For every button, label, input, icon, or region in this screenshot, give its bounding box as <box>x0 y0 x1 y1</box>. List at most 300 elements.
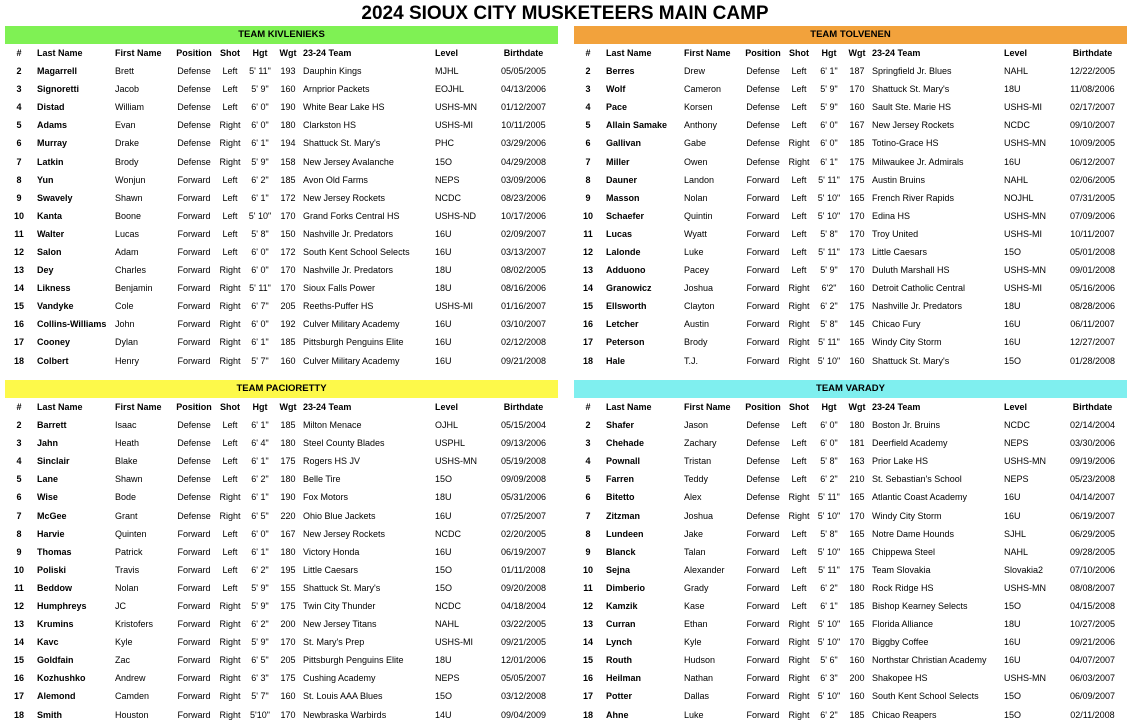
col-number: 3 <box>585 438 591 449</box>
player-row <box>574 561 1127 579</box>
col-last-name: Masson <box>606 192 640 203</box>
col-position: Forward <box>746 564 780 575</box>
col-last-name: Lundeen <box>606 528 644 539</box>
col-height: 6' 0" <box>251 120 269 131</box>
col-last-name: Bitetto <box>606 492 635 503</box>
col-team: New Jersey Avalanche <box>303 156 394 167</box>
col-height: 6' 2" <box>251 174 269 185</box>
col-number: 4 <box>16 456 22 467</box>
col-height: 6' 3" <box>820 673 838 684</box>
col-position: Forward <box>177 709 211 720</box>
col-weight-header: Wgt <box>279 48 297 58</box>
col-position-header: Position <box>745 402 781 412</box>
player-row <box>574 669 1127 687</box>
col-level: 15O <box>435 582 453 593</box>
col-shot: Left <box>791 66 807 77</box>
col-height-header: Hgt <box>252 402 268 412</box>
col-weight: 172 <box>280 192 296 203</box>
col-height: 6' 5" <box>251 655 269 666</box>
col-birthdate: 09/13/2006 <box>500 438 547 449</box>
col-position: Forward <box>746 546 780 557</box>
col-level: NEPS <box>435 673 460 684</box>
col-number: 2 <box>585 420 591 431</box>
col-first-name: Lucas <box>115 228 140 239</box>
col-team: Edina HS <box>872 210 911 221</box>
col-height: 5' 8" <box>820 319 838 330</box>
col-first-name: Kyle <box>115 637 133 648</box>
team-header: TEAM TOLVENEN <box>574 26 1127 44</box>
player-row <box>5 525 558 543</box>
player-row <box>574 416 1127 434</box>
col-position: Forward <box>746 600 780 611</box>
col-birthdate: 08/02/2005 <box>500 265 547 276</box>
col-first-name: Cole <box>115 301 134 312</box>
col-number: 5 <box>585 120 591 131</box>
col-birthdate: 06/03/2007 <box>1069 673 1116 684</box>
col-shot: Right <box>219 337 241 348</box>
col-weight: 170 <box>849 84 865 95</box>
col-birthdate-header: Birthdate <box>1072 402 1113 412</box>
col-last-name: Poliski <box>37 564 67 575</box>
col-birthdate: 03/09/2006 <box>500 174 547 185</box>
col-shot: Right <box>219 319 241 330</box>
col-first-name: Zachary <box>684 438 717 449</box>
col-weight-header: Wgt <box>848 402 866 412</box>
col-level: SJHL <box>1004 528 1027 539</box>
col-weight: 165 <box>849 546 865 557</box>
page-title: 2024 SIOUX CITY MUSKETEERS MAIN CAMP <box>361 3 769 24</box>
col-last-name: Routh <box>606 655 632 666</box>
col-first-name-header: First Name <box>115 48 162 58</box>
player-row <box>5 80 558 98</box>
team-varady <box>574 380 1127 724</box>
col-position: Forward <box>177 174 211 185</box>
col-weight-header: Wgt <box>279 402 297 412</box>
col-first-name: Blake <box>115 456 138 467</box>
player-row <box>5 669 558 687</box>
col-weight: 170 <box>849 210 865 221</box>
col-last-name: Thomas <box>37 546 72 557</box>
header-row <box>5 44 558 62</box>
col-level: USHS-MI <box>1004 228 1042 239</box>
col-first-name: T.J. <box>684 355 699 366</box>
col-height: 6' 0" <box>251 265 269 276</box>
col-level: 15O <box>435 474 453 485</box>
col-number: 9 <box>585 546 591 557</box>
col-height: 6'2" <box>821 283 837 294</box>
col-position: Forward <box>746 283 780 294</box>
col-level: 18U <box>435 655 452 666</box>
col-first-name: Cameron <box>684 84 722 95</box>
col-birthdate: 05/19/2008 <box>500 456 547 467</box>
col-position: Forward <box>177 265 211 276</box>
col-birthdate: 04/18/2004 <box>500 600 547 611</box>
col-number: 15 <box>582 655 593 666</box>
col-birthdate: 02/20/2005 <box>500 528 547 539</box>
col-number: 18 <box>13 709 24 720</box>
team-header: TEAM PACIORETTY <box>5 380 558 398</box>
col-first-name: William <box>115 102 144 113</box>
col-number: 18 <box>582 709 593 720</box>
col-weight: 165 <box>849 492 865 503</box>
col-height: 5' 10" <box>248 210 272 221</box>
col-birthdate: 07/10/2006 <box>1069 564 1116 575</box>
col-last-name: Collins-Williams <box>37 319 107 330</box>
col-last-name: Adams <box>37 120 68 131</box>
col-number: 4 <box>585 102 591 113</box>
player-row <box>5 152 558 170</box>
player-row <box>5 561 558 579</box>
col-team: Team Slovakia <box>872 564 931 575</box>
col-level: USHS-MN <box>435 102 477 113</box>
col-number: 15 <box>13 301 24 312</box>
col-last-name: Jahn <box>37 438 59 449</box>
col-weight: 170 <box>849 228 865 239</box>
col-level: NAHL <box>1004 546 1029 557</box>
col-weight: 170 <box>849 510 865 521</box>
col-position: Forward <box>746 301 780 312</box>
col-height: 5' 10" <box>817 619 841 630</box>
col-position: Forward <box>177 546 211 557</box>
col-shot: Right <box>788 283 810 294</box>
header-row <box>574 398 1127 416</box>
col-last-name: Krumins <box>37 619 74 630</box>
col-team: Florida Alliance <box>872 619 934 630</box>
col-weight: 190 <box>280 102 296 113</box>
col-height: 6' 2" <box>820 709 838 720</box>
col-weight: 194 <box>280 138 296 149</box>
col-first-name: Anthony <box>684 120 718 131</box>
col-weight: 180 <box>280 438 296 449</box>
col-shot: Left <box>222 228 238 239</box>
col-shot: Left <box>222 546 238 557</box>
col-team: Clarkston HS <box>303 120 357 131</box>
col-number: 8 <box>16 174 22 185</box>
col-number: 14 <box>582 283 593 294</box>
col-birthdate: 05/16/2006 <box>1069 283 1116 294</box>
col-shot: Right <box>219 709 241 720</box>
col-weight: 155 <box>280 582 296 593</box>
player-row <box>5 134 558 152</box>
col-number: 17 <box>582 337 593 348</box>
player-row <box>5 579 558 597</box>
col-level: NCDC <box>435 600 461 611</box>
col-last-name: Kanta <box>37 210 63 221</box>
col-birthdate: 11/08/2006 <box>1070 84 1115 95</box>
col-position: Defense <box>177 120 211 131</box>
col-birthdate: 09/21/2008 <box>500 355 547 366</box>
col-weight: 210 <box>849 474 865 485</box>
col-height: 5' 9" <box>251 156 269 167</box>
col-team: Deerfield Academy <box>872 438 948 449</box>
col-shot: Right <box>219 510 241 521</box>
col-position: Forward <box>177 637 211 648</box>
col-number: 3 <box>16 438 22 449</box>
col-shot: Right <box>219 156 241 167</box>
col-height: 6' 1" <box>251 138 269 149</box>
col-last-name: Lucas <box>606 228 633 239</box>
col-last-name: Latkin <box>37 156 64 167</box>
player-row <box>5 225 558 243</box>
col-height: 6' 2" <box>820 301 838 312</box>
player-row <box>5 488 558 506</box>
col-shot: Left <box>791 582 807 593</box>
col-weight: 220 <box>280 510 296 521</box>
col-number: 11 <box>14 582 24 593</box>
col-height: 5' 10" <box>817 637 841 648</box>
col-team: Shattuck St. Mary's <box>872 355 950 366</box>
col-number: 3 <box>585 84 591 95</box>
col-weight: 192 <box>280 319 296 330</box>
col-birthdate: 03/30/2006 <box>1069 438 1116 449</box>
col-number: 9 <box>16 192 22 203</box>
col-height-header: Hgt <box>252 48 268 58</box>
player-row <box>574 470 1127 488</box>
player-row <box>5 116 558 134</box>
col-birthdate: 03/12/2008 <box>500 691 547 702</box>
col-level: 16U <box>1004 637 1021 648</box>
col-last-name: Berres <box>606 66 635 77</box>
col-height: 5' 10" <box>817 192 841 203</box>
col-birthdate: 03/22/2005 <box>500 619 547 630</box>
col-first-name: Alexander <box>684 564 725 575</box>
col-birthdate: 05/05/2005 <box>500 66 547 77</box>
col-position: Forward <box>177 301 211 312</box>
col-team: New Jersey Rockets <box>303 528 386 539</box>
col-number-header: # <box>585 48 591 58</box>
player-row <box>574 80 1127 98</box>
col-shot: Right <box>219 355 241 366</box>
col-birthdate: 12/01/2006 <box>500 655 547 666</box>
col-shot: Right <box>788 673 810 684</box>
col-first-name: Grant <box>115 510 138 521</box>
col-first-name: Boone <box>115 210 142 221</box>
team-header: TEAM VARADY <box>574 380 1127 398</box>
col-position: Defense <box>177 492 211 503</box>
team-kivlenieks <box>5 26 558 370</box>
col-weight: 185 <box>280 337 296 348</box>
col-level: USHS-MN <box>1004 456 1046 467</box>
player-row <box>5 470 558 488</box>
player-row <box>574 579 1127 597</box>
col-height: 5' 6" <box>820 655 838 666</box>
col-shot: Left <box>222 456 238 467</box>
col-last-name: Heilman <box>606 673 642 684</box>
col-first-name: Landon <box>684 174 715 185</box>
col-height: 5' 10" <box>817 210 841 221</box>
col-first-name: Jake <box>684 528 704 539</box>
col-birthdate: 05/23/2008 <box>1069 474 1116 485</box>
col-number: 14 <box>13 637 24 648</box>
col-first-name: Wyatt <box>684 228 707 239</box>
col-position: Defense <box>177 510 211 521</box>
col-level-header: Level <box>1004 48 1028 58</box>
col-position: Forward <box>177 600 211 611</box>
col-weight: 200 <box>849 673 865 684</box>
col-shot: Left <box>791 546 807 557</box>
col-weight: 170 <box>280 265 296 276</box>
col-weight: 175 <box>849 156 865 167</box>
col-first-name: Grady <box>684 582 709 593</box>
col-position: Forward <box>746 691 780 702</box>
col-level: 16U <box>1004 156 1021 167</box>
col-team: Rogers HS JV <box>303 456 361 467</box>
player-row <box>574 315 1127 333</box>
col-weight: 185 <box>280 420 296 431</box>
col-shot: Left <box>791 192 807 203</box>
col-first-name: Teddy <box>684 474 709 485</box>
col-first-name: Jacob <box>115 84 140 95</box>
col-number: 8 <box>585 528 591 539</box>
col-shot: Right <box>219 673 241 684</box>
player-row <box>574 434 1127 452</box>
col-team: Steel County Blades <box>303 438 385 449</box>
col-weight: 160 <box>849 691 865 702</box>
col-level: 16U <box>435 246 452 257</box>
col-height: 5' 7" <box>251 691 269 702</box>
col-shot: Left <box>791 600 807 611</box>
col-team: Windy City Storm <box>872 337 942 348</box>
col-shot: Left <box>791 210 807 221</box>
col-first-name: Quintin <box>684 210 713 221</box>
col-height: 5' 9" <box>820 84 838 95</box>
col-level: 16U <box>1004 655 1021 666</box>
col-birthdate: 06/12/2007 <box>1069 156 1116 167</box>
col-position: Forward <box>746 528 780 539</box>
player-row <box>574 506 1127 524</box>
col-number: 6 <box>585 492 591 503</box>
col-weight: 160 <box>280 355 296 366</box>
col-team: St. Sebastian's School <box>872 474 962 485</box>
col-team: Sault Ste. Marie HS <box>872 102 952 113</box>
player-row <box>5 62 558 80</box>
col-team-header: 23-24 Team <box>303 48 352 58</box>
col-level: 16U <box>435 319 452 330</box>
player-row <box>5 207 558 225</box>
col-position: Forward <box>746 337 780 348</box>
col-level: USHS-ND <box>435 210 477 221</box>
col-shot: Left <box>791 174 807 185</box>
col-level: Slovakia2 <box>1004 564 1044 575</box>
col-shot: Left <box>791 246 807 257</box>
col-shot: Right <box>788 619 810 630</box>
col-height: 5' 10" <box>817 355 841 366</box>
col-shot: Left <box>222 210 238 221</box>
col-number: 5 <box>585 474 591 485</box>
col-number: 16 <box>582 673 593 684</box>
col-weight: 205 <box>280 301 296 312</box>
player-row <box>574 525 1127 543</box>
col-number: 17 <box>13 337 24 348</box>
col-first-name: Nolan <box>115 582 139 593</box>
col-birthdate: 09/04/2009 <box>500 709 547 720</box>
col-first-name: Heath <box>115 438 140 449</box>
col-last-name: Chehade <box>606 438 645 449</box>
player-row <box>5 633 558 651</box>
col-first-name: Austin <box>684 319 710 330</box>
col-shot: Right <box>788 355 810 366</box>
col-team: Totino-Grace HS <box>872 138 939 149</box>
col-height: 5' 8" <box>251 228 269 239</box>
col-team: Reeths-Puffer HS <box>303 301 374 312</box>
player-row <box>574 116 1127 134</box>
player-row <box>5 297 558 315</box>
col-birthdate: 10/11/2007 <box>1070 228 1115 239</box>
col-birthdate: 01/28/2008 <box>1069 355 1116 366</box>
player-row <box>574 297 1127 315</box>
col-team: Windy City Storm <box>872 510 942 521</box>
col-level: NCDC <box>435 528 461 539</box>
col-height-header: Hgt <box>821 402 837 412</box>
col-weight: 150 <box>280 228 296 239</box>
col-team: Northstar Christian Academy <box>872 655 987 666</box>
col-shot: Right <box>788 709 810 720</box>
col-first-name: Drake <box>115 138 140 149</box>
col-birthdate: 03/10/2007 <box>500 319 547 330</box>
player-row <box>574 597 1127 615</box>
col-shot-header: Shot <box>220 402 240 412</box>
col-last-name: Cooney <box>37 337 71 348</box>
col-level: 15O <box>1004 600 1022 611</box>
col-shot: Right <box>788 301 810 312</box>
player-row <box>574 207 1127 225</box>
col-height: 5' 10" <box>817 510 841 521</box>
col-weight: 180 <box>280 120 296 131</box>
col-first-name: Brody <box>115 156 139 167</box>
col-first-name: Benjamin <box>115 283 153 294</box>
col-last-name: Dimberio <box>606 582 646 593</box>
col-height: 6' 0" <box>251 246 269 257</box>
col-level: USHS-MN <box>1004 138 1046 149</box>
col-team: New Jersey Rockets <box>303 192 386 203</box>
player-row <box>574 152 1127 170</box>
col-last-name: Lalonde <box>606 246 641 257</box>
col-first-name: Isaac <box>115 420 137 431</box>
col-position: Defense <box>177 420 211 431</box>
col-weight: 145 <box>849 319 865 330</box>
col-birthdate: 02/12/2008 <box>500 337 547 348</box>
col-level: OJHL <box>435 420 459 431</box>
col-position: Defense <box>746 66 780 77</box>
col-shot: Right <box>219 283 241 294</box>
col-shot: Right <box>219 637 241 648</box>
col-first-name: Andrew <box>115 673 146 684</box>
col-first-name: JC <box>115 600 126 611</box>
col-height: 6' 1" <box>251 546 269 557</box>
col-shot: Right <box>788 156 810 167</box>
col-shot: Left <box>791 438 807 449</box>
col-number: 14 <box>13 283 24 294</box>
col-first-name: Owen <box>684 156 708 167</box>
col-weight: 180 <box>849 420 865 431</box>
col-level: USHS-MN <box>1004 582 1046 593</box>
col-first-name-header: First Name <box>115 402 162 412</box>
col-team: Little Caesars <box>872 246 928 257</box>
col-weight: 160 <box>280 84 296 95</box>
col-number: 7 <box>16 156 22 167</box>
col-number: 8 <box>16 528 22 539</box>
col-birthdate: 01/16/2007 <box>500 301 547 312</box>
col-birthdate: 08/08/2007 <box>1069 582 1116 593</box>
col-shot: Right <box>788 492 810 503</box>
col-first-name: Joshua <box>684 510 714 521</box>
col-team: Prior Lake HS <box>872 456 929 467</box>
col-last-name: Shafer <box>606 420 635 431</box>
col-first-name: Wonjun <box>115 174 146 185</box>
col-level: NOJHL <box>1004 192 1034 203</box>
col-team: Milton Menace <box>303 420 362 431</box>
col-height: 5' 11" <box>249 283 271 294</box>
